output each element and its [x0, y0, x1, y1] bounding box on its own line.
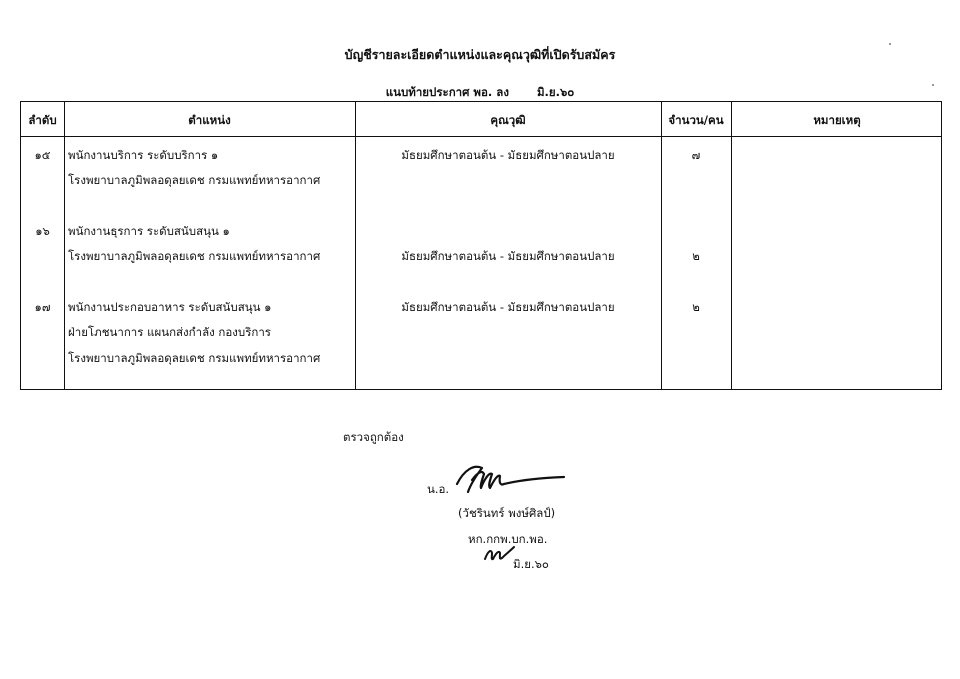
row-qualification: มัธยมศึกษาตอนต้น - มัธยมศึกษาตอนปลาย: [401, 300, 615, 314]
column-divider: [64, 102, 65, 389]
row-qualification: มัธยมศึกษาตอนต้น - มัธยมศึกษาตอนปลาย: [401, 249, 615, 263]
document-subtitle: [0, 84, 960, 102]
header-order: ลำดับ: [28, 113, 57, 127]
row-position-line: พนักงานธุรการ ระดับสนับสนุน ๑: [68, 224, 230, 238]
scan-speck: [889, 43, 891, 45]
column-divider: [731, 102, 732, 389]
row-order: ๑๖: [35, 224, 50, 238]
header-position: ตำแหน่ง: [188, 113, 231, 127]
row-order: ๑๕: [34, 148, 51, 162]
positions-table: [20, 101, 942, 390]
signer-name: (วัชรินทร์ พงษ์ศิลป์): [458, 506, 556, 520]
column-divider: [355, 102, 356, 389]
subtitle-date: มิ.ย.๖๐: [536, 85, 575, 99]
subtitle-text: แนบท้ายประกาศ พอ. ลง: [385, 85, 509, 99]
row-count: ๗: [691, 148, 701, 162]
header-qualification: คุณวุฒิ: [490, 113, 526, 127]
header-count: จำนวน/คน: [668, 113, 724, 127]
verified-label: ตรวจถูกต้อง: [343, 430, 404, 444]
row-position-line: โรงพยาบาลภูมิพลอดุลยเดช กรมแพทย์ทหารอากาศ: [68, 351, 321, 365]
column-divider: [661, 102, 662, 389]
header-divider: [21, 136, 941, 137]
row-position-line: โรงพยาบาลภูมิพลอดุลยเดช กรมแพทย์ทหารอากาศ: [68, 249, 321, 263]
row-position-line: พนักงานประกอบอาหาร ระดับสนับสนุน ๑: [68, 300, 272, 314]
row-position-line: ฝ่ายโภชนาการ แผนกส่งกำลัง กองบริการ: [68, 325, 271, 339]
row-order: ๑๗: [34, 300, 51, 314]
document-title: บัญชีรายละเอียดตำแหน่งและคุณวุฒิที่เปิดรับสมัคร: [344, 47, 616, 62]
row-count: ๒: [692, 300, 700, 314]
row-position-line: โรงพยาบาลภูมิพลอดุลยเดช กรมแพทย์ทหารอากาศ: [68, 173, 321, 187]
signature-image: [452, 462, 567, 498]
signed-date: มิ.ย.๖๐: [513, 557, 549, 571]
row-count: ๒: [692, 249, 700, 263]
scan-speck: [932, 84, 934, 86]
signer-rank: น.อ.: [427, 482, 450, 496]
row-qualification: มัธยมศึกษาตอนต้น - มัธยมศึกษาตอนปลาย: [401, 148, 615, 162]
initial-signature-image: [482, 543, 516, 565]
row-position-line: พนักงานบริการ ระดับบริการ ๑: [68, 148, 219, 162]
signer-position: หก.กกพ.บก.พอ.: [468, 532, 548, 546]
header-remark: หมายเหตุ: [813, 113, 861, 127]
